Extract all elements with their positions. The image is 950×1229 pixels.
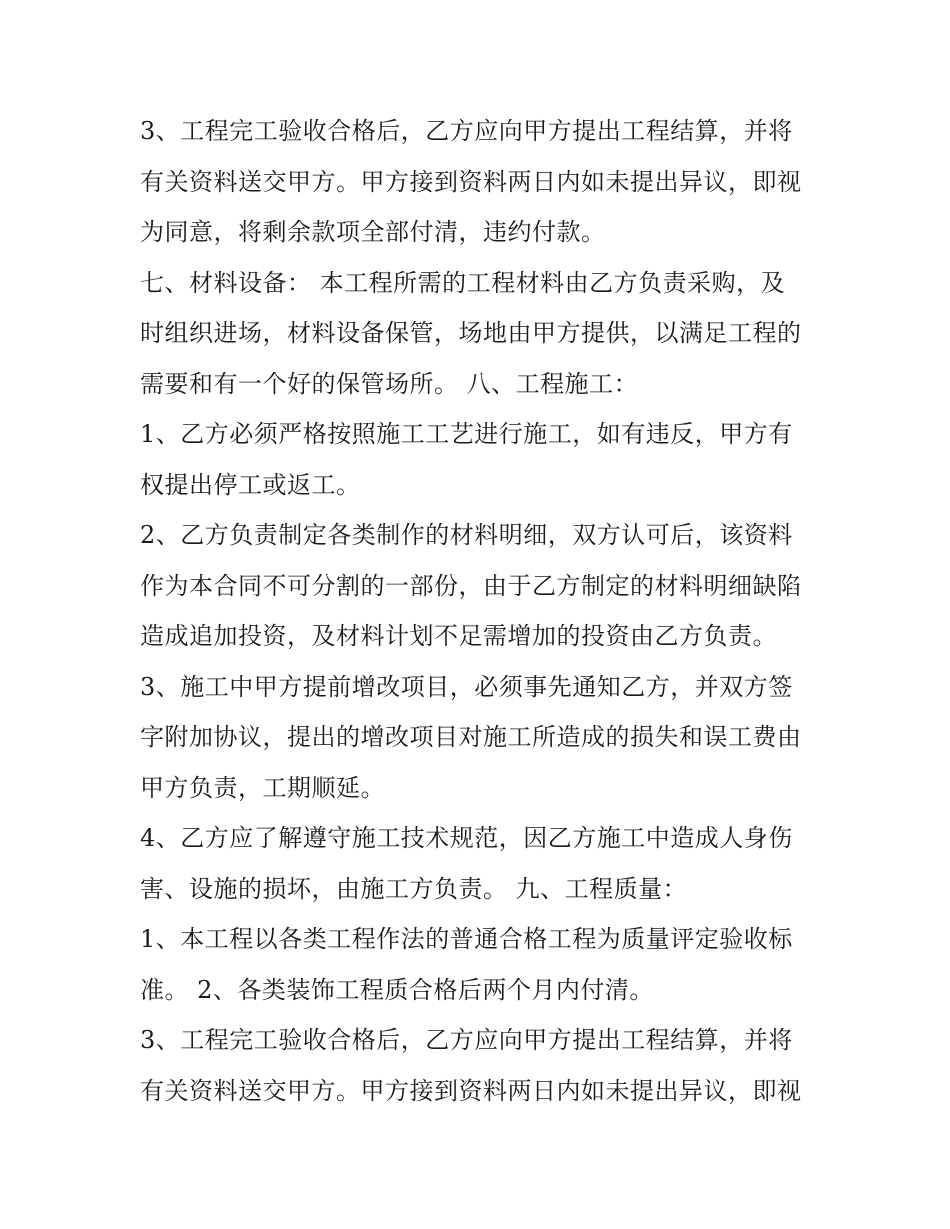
- text-line: 作为本合同不可分割的一部份，由于乙方制定的材料明细缺陷: [140, 571, 802, 600]
- text-line: 3、工程完工验收合格后，乙方应向甲方提出工程结算，并将: [140, 1026, 793, 1054]
- text-line: 有关资料送交甲方。甲方接到资料两日内如未提出异议，即视: [140, 1076, 802, 1105]
- text-line: 有关资料送交甲方。甲方接到资料两日内如未提出异议，即视: [140, 167, 802, 196]
- text-line: 1、乙方必须严格按照施工工艺进行施工，如有违反，甲方有: [140, 420, 793, 448]
- text-line: 为同意，将剩余款项全部付清，违约付款。: [140, 218, 606, 246]
- text-line: 1、本工程以各类工程作法的普通合格工程为质量评定验收标: [140, 925, 793, 953]
- text-line: 4、乙方应了解遵守施工技术规范，因乙方施工中造成人身伤: [140, 824, 793, 852]
- text-line: 2、乙方负责制定各类制作的材料明细，双方认可后，该资料: [140, 521, 793, 549]
- text-line: 字附加协议，提出的增改项目对施工所造成的损失和误工费由: [140, 723, 802, 751]
- document-body: [140, 106, 820, 1116]
- text-line: 害、设施的损坏，由施工方负责。 九、工程质量：: [140, 874, 688, 903]
- text-line: 3、工程完工验收合格后，乙方应向甲方提出工程结算，并将: [140, 117, 793, 145]
- text-line: 准。 2、各类装饰工程质合格后两个月内付清。: [140, 975, 654, 1004]
- text-line: 七、材料设备： 本工程所需的工程材料由乙方负责采购，及: [140, 268, 786, 297]
- text-line: 3、施工中甲方提前增改项目，必须事先通知乙方，并双方签: [140, 672, 793, 701]
- text-line: 需要和有一个好的保管场所。 八、工程施工：: [140, 369, 639, 398]
- text-line: 造成追加投资，及材料计划不足需增加的投资由乙方负责。: [140, 622, 777, 650]
- text-line: 时组织进场，材料设备保管，场地由甲方提供，以满足工程的: [140, 319, 802, 347]
- text-line: 甲方负责，工期顺延。: [140, 773, 385, 802]
- text-line: 权提出停工或返工。: [140, 470, 361, 499]
